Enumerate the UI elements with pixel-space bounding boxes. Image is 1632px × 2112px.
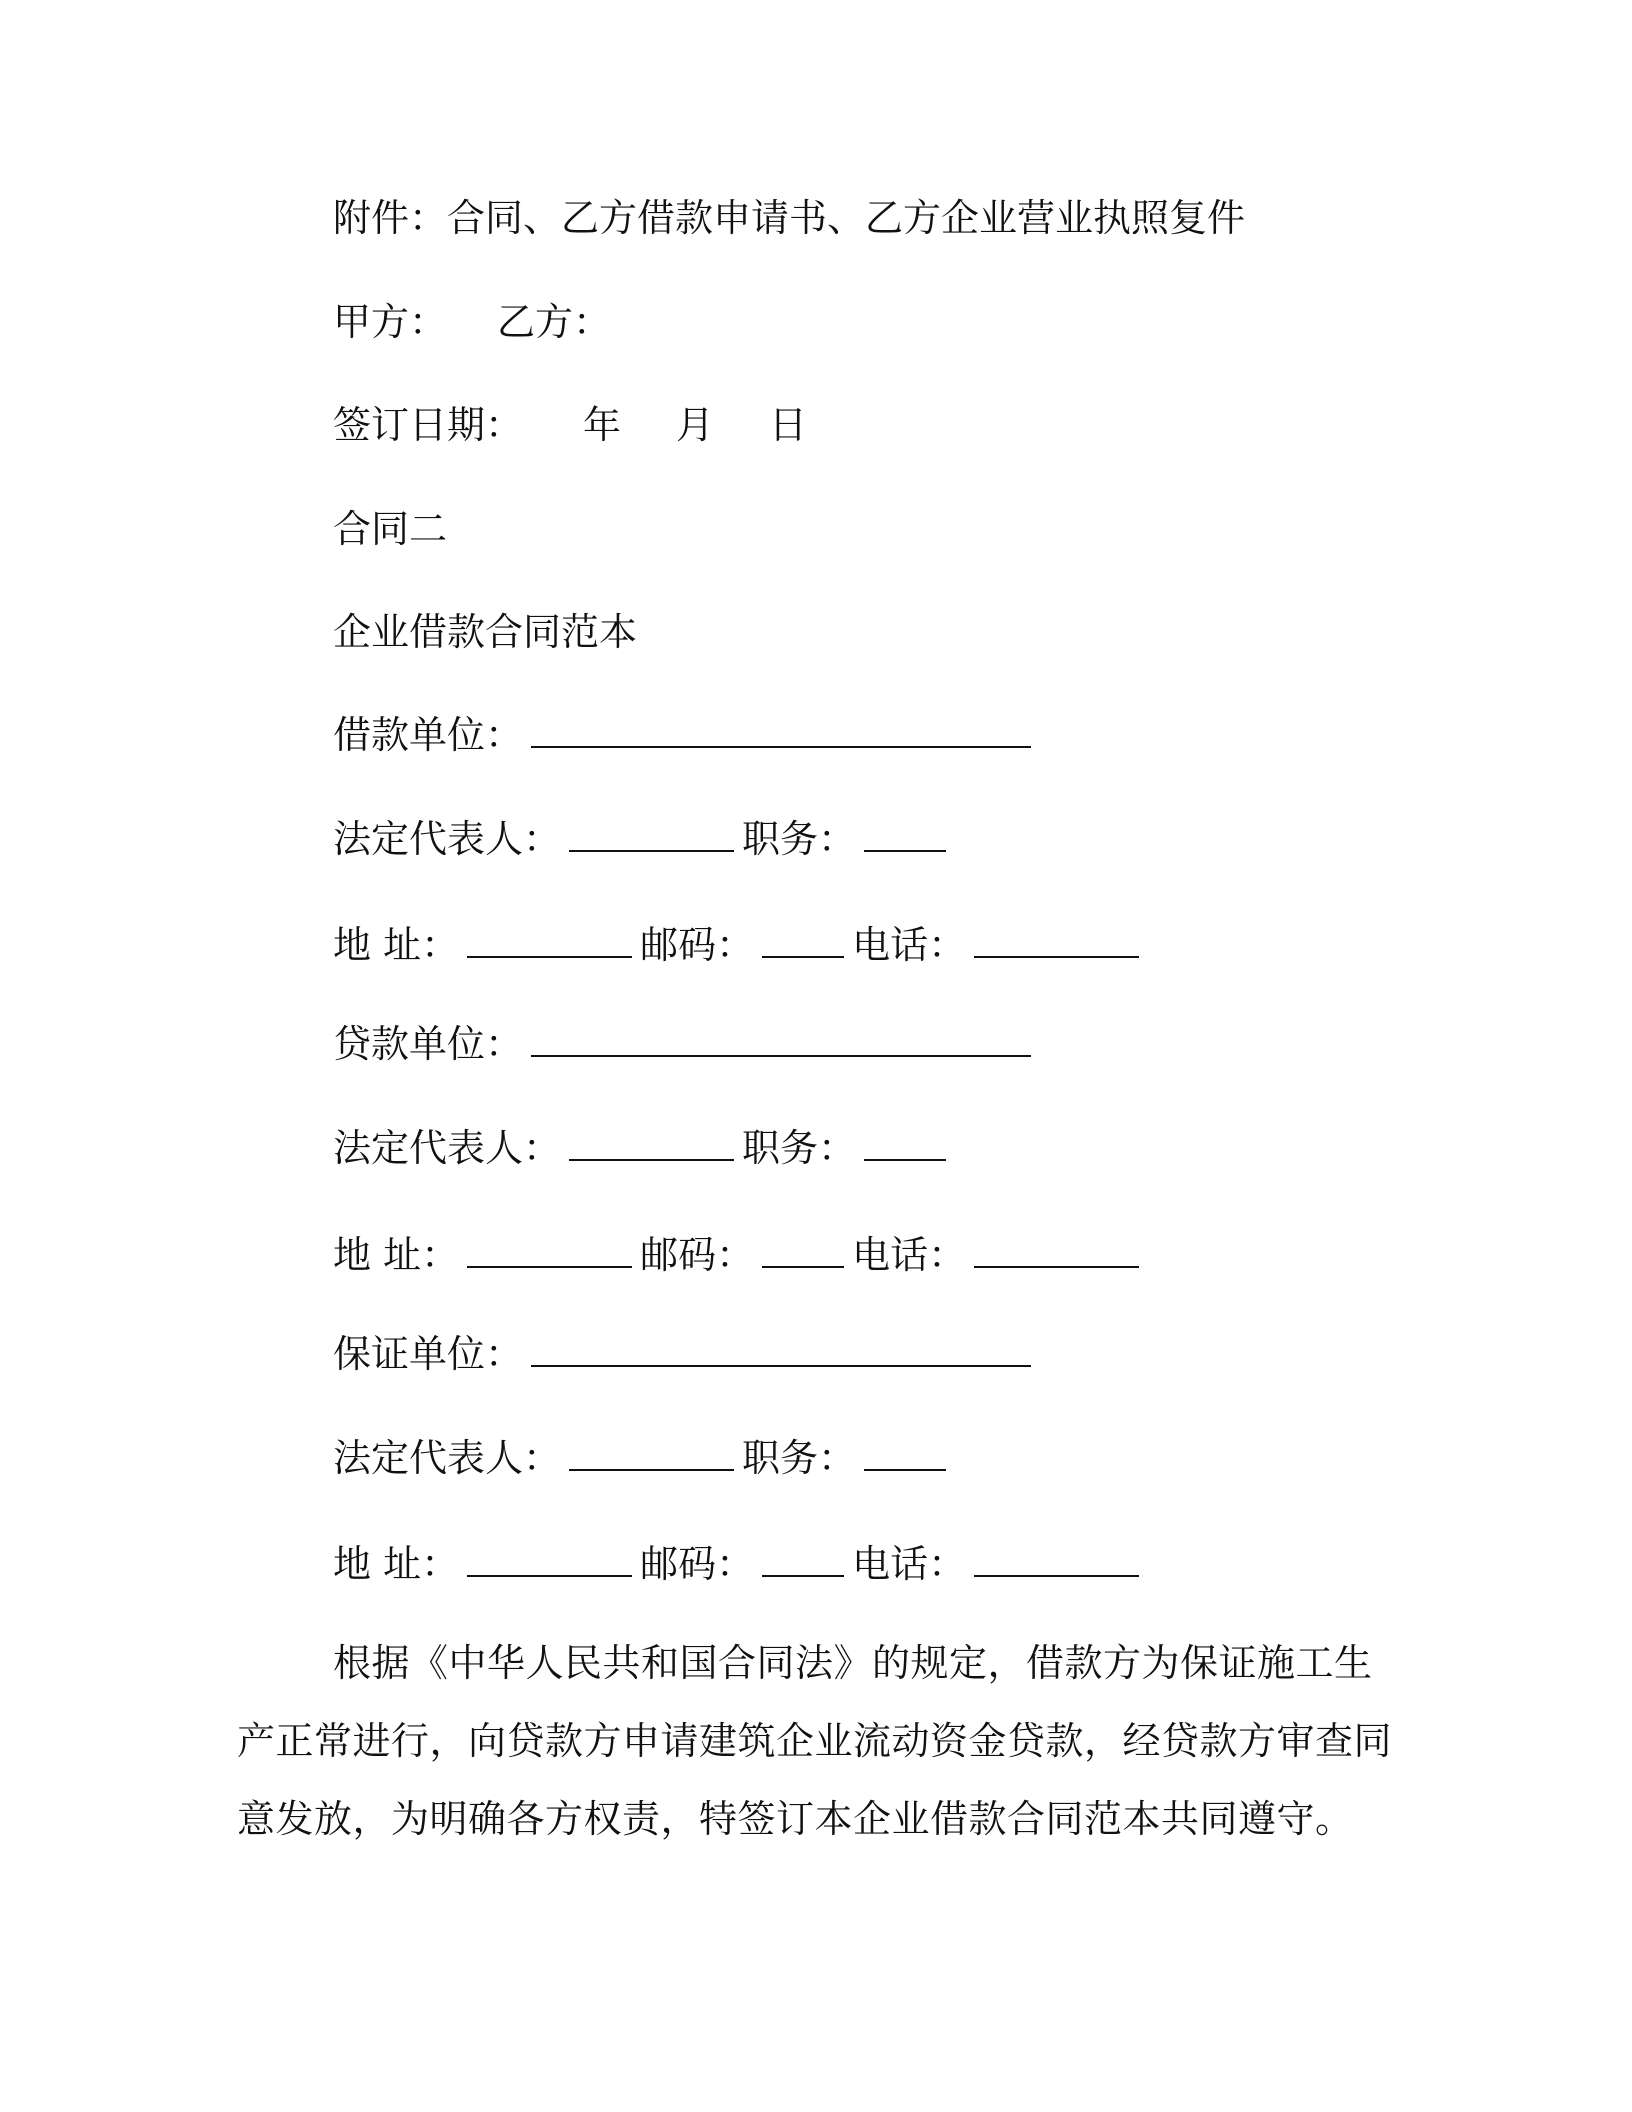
borrower-position-label: 职务： bbox=[742, 817, 857, 861]
lender-unit-line bbox=[333, 1018, 1039, 1070]
parties-line bbox=[333, 296, 611, 348]
guarantor-zip-blank bbox=[762, 1541, 844, 1577]
guarantor-phone-label: 电话： bbox=[852, 1542, 967, 1586]
borrower-rep-line bbox=[333, 813, 954, 865]
lender-address-label: 地 址： bbox=[333, 1233, 460, 1277]
guarantor-address-blank bbox=[467, 1541, 632, 1577]
contract-two-heading bbox=[333, 503, 447, 555]
day-label: 日 bbox=[769, 403, 808, 447]
guarantor-rep-label: 法定代表人： bbox=[333, 1436, 562, 1480]
guarantor-address-label: 地 址： bbox=[333, 1542, 460, 1586]
borrower-zip-blank bbox=[762, 922, 844, 958]
contract-title-text: 企业借款合同范本 bbox=[333, 610, 638, 654]
attachments-line bbox=[333, 192, 1245, 244]
lender-unit-blank bbox=[531, 1021, 1031, 1057]
lender-position-blank bbox=[864, 1125, 946, 1161]
guarantor-rep-blank bbox=[569, 1435, 734, 1471]
guarantor-unit-blank bbox=[531, 1331, 1031, 1367]
lender-unit-label: 贷款单位： bbox=[333, 1022, 524, 1066]
guarantor-unit-line bbox=[333, 1328, 1039, 1380]
guarantor-zip-label: 邮码： bbox=[640, 1542, 755, 1586]
guarantor-address-line bbox=[333, 1538, 1147, 1590]
lender-address-line bbox=[333, 1229, 1147, 1281]
borrower-phone-label: 电话： bbox=[852, 923, 967, 967]
contract-two-text: 合同二 bbox=[333, 507, 448, 551]
borrower-phone-blank bbox=[974, 922, 1139, 958]
lender-phone-blank bbox=[974, 1232, 1139, 1268]
lender-phone-label: 电话： bbox=[852, 1233, 967, 1277]
borrower-address-line bbox=[333, 919, 1147, 971]
lender-rep-blank bbox=[569, 1125, 734, 1161]
borrower-zip-label: 邮码： bbox=[640, 923, 755, 967]
month-label: 月 bbox=[676, 403, 715, 447]
party-a-label: 甲方： bbox=[333, 300, 448, 344]
borrower-address-label: 地 址： bbox=[333, 923, 460, 967]
sign-date-line bbox=[333, 399, 807, 451]
borrower-unit-line bbox=[333, 709, 1039, 761]
year-label: 年 bbox=[583, 403, 622, 447]
guarantor-position-label: 职务： bbox=[742, 1436, 857, 1480]
sign-date-label: 签订日期： bbox=[333, 403, 524, 447]
party-b-label: 乙方： bbox=[497, 300, 612, 344]
borrower-rep-label: 法定代表人： bbox=[333, 817, 562, 861]
borrower-unit-label: 借款单位： bbox=[333, 713, 524, 757]
body-paragraph: 根据《中华人民共和国合同法》的规定，借款方为保证施工生产正常进行，向贷款方申请建筑企业流动资金贷款，经贷款方审查同意发放，为明确各方权责，特签订本企业借款合同范本共同遵守。 bbox=[237, 1641, 1393, 1841]
lender-position-label: 职务： bbox=[742, 1126, 857, 1170]
attachments-text: 附件：合同、乙方借款申请书、乙方企业营业执照复件 bbox=[333, 196, 1246, 240]
lender-address-blank bbox=[467, 1232, 632, 1268]
borrower-rep-blank bbox=[569, 816, 734, 852]
contract-title bbox=[333, 606, 637, 658]
guarantor-unit-label: 保证单位： bbox=[333, 1332, 524, 1376]
lender-rep-line bbox=[333, 1122, 954, 1174]
lender-zip-label: 邮码： bbox=[640, 1233, 755, 1277]
lender-rep-label: 法定代表人： bbox=[333, 1126, 562, 1170]
lender-zip-blank bbox=[762, 1232, 844, 1268]
guarantor-phone-blank bbox=[974, 1541, 1139, 1577]
borrower-position-blank bbox=[864, 816, 946, 852]
borrower-unit-blank bbox=[531, 712, 1031, 748]
borrower-address-blank bbox=[467, 922, 632, 958]
guarantor-position-blank bbox=[864, 1435, 946, 1471]
guarantor-rep-line bbox=[333, 1432, 954, 1484]
